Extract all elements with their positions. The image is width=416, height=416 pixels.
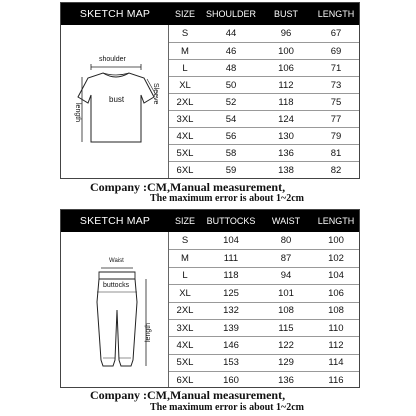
size-cell: M [181,253,189,265]
size-cell: S [181,235,189,247]
bust-label: bust [109,95,125,104]
table-row [169,232,359,249]
measurement-cell: 58 [225,147,237,159]
table-row [169,249,359,266]
pants-measurement-note [0,388,416,416]
column-header-length: LENGTH [317,9,355,19]
measurement-cell: 77 [330,113,342,125]
size-cell: 4XL [176,130,194,142]
size-cell: XL [179,287,191,299]
size-cell: 2XL [176,96,194,108]
measurement-cell: 46 [225,45,237,57]
measurement-cell: 106 [328,287,344,299]
measurement-cell: 138 [278,164,294,176]
pants-sketch [61,232,169,387]
sleeve-label: Sleeve [152,83,159,105]
measurement-cell: 104 [223,235,239,247]
measurement-cell: 102 [328,253,344,265]
tshirt-size-table [169,25,359,178]
measurement-cell: 67 [330,28,342,39]
table-row [169,354,359,371]
measurement-cell: 59 [225,164,237,176]
sketch-map-title: SKETCH MAP [79,215,151,227]
measurement-cell: 75 [330,96,342,108]
measurement-cell: 79 [330,130,342,142]
measurement-cell: 96 [280,28,292,39]
column-header-size: SIZE [174,216,195,226]
measurement-cell: 110 [328,322,344,334]
tshirt-measurement-note [0,180,416,206]
measurement-cell: 54 [225,113,237,125]
table-row [169,144,359,161]
measurement-cell: 139 [223,322,239,334]
column-header-length: LENGTH [317,216,355,226]
measurement-cell: 122 [278,340,294,352]
measurement-cell: 87 [280,253,292,265]
measurement-cell: 115 [278,322,294,334]
measurement-cell: 108 [278,305,294,317]
measurement-cell: 100 [328,235,344,247]
note-error-line: The maximum error is about 1~2cm [150,402,304,413]
tshirt-header-row [61,3,359,25]
pants-outline-icon [61,232,169,389]
table-row [169,25,359,42]
size-cell: S [181,28,189,39]
size-cell: 6XL [176,164,194,176]
size-cell: XL [179,79,191,91]
pants-size-table [169,232,359,387]
measurement-cell: 118 [223,270,239,282]
measurement-cell: 153 [223,357,239,369]
measurement-cell: 160 [223,374,239,386]
size-cell: 2XL [176,305,194,317]
table-row [169,267,359,284]
column-header-shoulder: SHOULDER [205,9,256,19]
table-row [169,284,359,301]
measurement-cell: 100 [278,45,294,57]
measurement-cell: 81 [330,147,342,159]
table-row [169,76,359,93]
measurement-cell: 69 [330,45,342,57]
column-header-waist: WAIST [271,216,301,226]
measurement-cell: 111 [223,253,239,265]
length-label: length [74,103,81,123]
sketch-map-title: SKETCH MAP [79,8,151,20]
size-cell: 3XL [176,113,194,125]
tshirt-sketch [61,25,169,178]
measurement-cell: 116 [328,374,344,386]
size-cell: M [181,45,189,57]
shoulder-label: shoulder [99,56,126,63]
measurement-cell: 136 [278,374,294,386]
measurement-cell: 48 [225,62,237,74]
measurement-cell: 124 [278,113,294,125]
table-row [169,371,359,388]
tshirt-size-chart [60,2,360,179]
measurement-cell: 125 [223,287,239,299]
note-company-line: Company :CM,Manual measurement, [90,180,286,194]
buttocks-label: buttocks [103,282,130,289]
measurement-cell: 108 [328,305,344,317]
measurement-cell: 82 [330,164,342,176]
table-row [169,110,359,127]
table-row [169,127,359,144]
pants-size-chart [60,209,360,388]
measurement-cell: 52 [225,96,237,108]
measurement-cell: 56 [225,130,237,142]
pants-header-row [61,210,359,232]
table-row [169,59,359,76]
table-row [169,319,359,336]
measurement-cell: 130 [278,130,294,142]
measurement-cell: 104 [328,270,344,282]
measurement-cell: 146 [223,340,239,352]
table-row [169,42,359,59]
waist-label: Waist [109,258,124,264]
measurement-cell: 73 [330,79,342,91]
length-label: length [145,322,152,342]
table-row [169,302,359,319]
table-row [169,161,359,178]
size-cell: 5XL [176,357,194,369]
size-cell: 4XL [176,340,194,352]
measurement-cell: 112 [278,79,294,91]
note-company-line: Company :CM,Manual measurement, [90,388,286,402]
measurement-cell: 80 [280,235,292,247]
size-cell: 3XL [176,322,194,334]
measurement-cell: 50 [225,79,237,91]
measurement-cell: 129 [278,357,294,369]
column-header-bust: BUST [273,9,298,19]
table-row [169,336,359,353]
measurement-cell: 112 [328,340,344,352]
measurement-cell: 114 [328,357,344,369]
size-cell: 6XL [176,374,194,386]
measurement-cell: 94 [280,270,292,282]
size-cell: L [182,270,188,282]
measurement-cell: 71 [330,62,342,74]
column-header-buttocks: BUTTOCKS [206,216,256,226]
note-error-line: The maximum error is about 1~2cm [150,193,304,204]
measurement-cell: 136 [278,147,294,159]
measurement-cell: 118 [278,96,294,108]
column-header-size: SIZE [174,9,195,19]
size-cell: 5XL [176,147,194,159]
measurement-cell: 106 [278,62,294,74]
measurement-cell: 101 [278,287,294,299]
measurement-cell: 44 [225,28,237,39]
measurement-cell: 132 [223,305,239,317]
table-row [169,93,359,110]
size-cell: L [182,62,188,74]
